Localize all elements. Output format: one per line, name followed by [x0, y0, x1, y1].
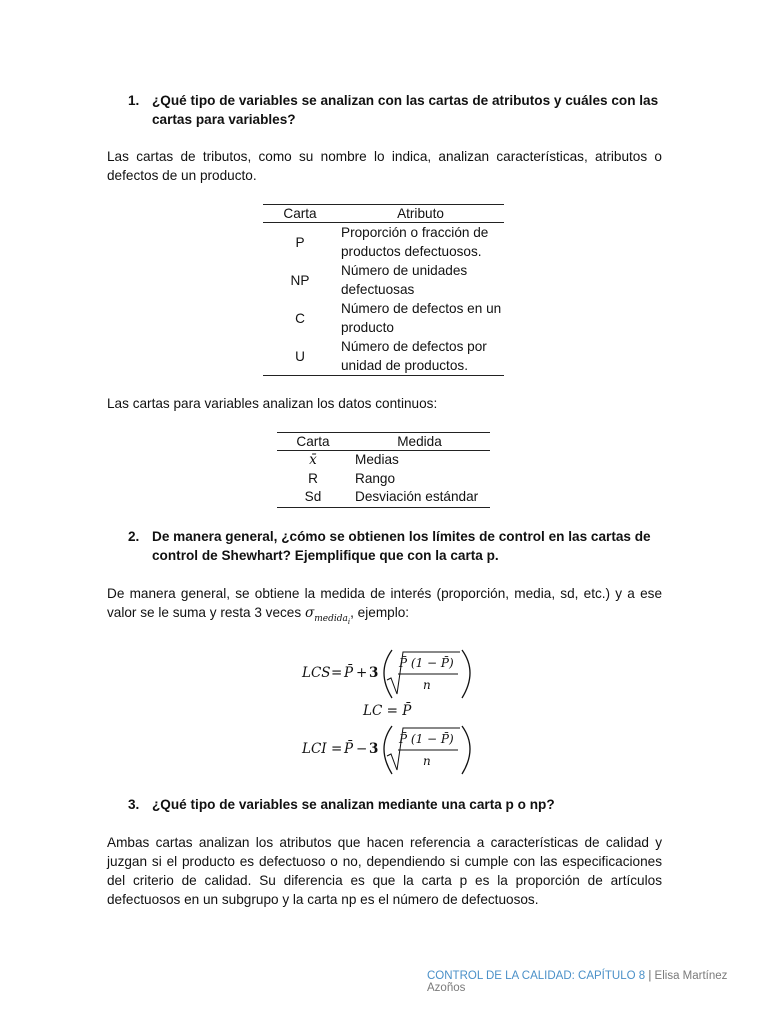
lcs-equals: =	[331, 665, 343, 681]
table-row	[277, 470, 490, 489]
answer-1-paragraph: Las cartas de tributos, como su nombre lo indica, analizan características, atributos o defectos de un producto.	[107, 149, 662, 183]
question-1-text: ¿Qué tipo de variables se analizan con las cartas de atributos y cuáles con las cartas para variables?	[152, 93, 659, 127]
lcs-numerator: P̄ (1 − P̄)	[399, 656, 454, 670]
attributes-header-atributo: Atributo	[337, 205, 504, 223]
table-row	[277, 488, 490, 507]
table-row	[263, 299, 504, 337]
variables-intro-paragraph: Las cartas para variables analizan los datos continuos:	[107, 396, 438, 411]
lcs-pbar: P̄	[344, 665, 354, 681]
variables-header-medida: Medida	[349, 433, 490, 451]
table-row	[263, 337, 504, 376]
variables-table-header	[277, 433, 490, 451]
footer-separator: |	[648, 970, 652, 982]
lci-label: LCI	[302, 741, 327, 757]
answer-2-text-before: De manera general, se obtiene la medida de interés (proporción, media, sd, etc.) y a ese valor se le suma y resta 3 veces	[107, 586, 662, 620]
lci-minus: −	[356, 741, 368, 757]
table-cell-code: NP	[290, 272, 310, 288]
attributes-table-header	[263, 205, 504, 223]
table-cell-code: P	[295, 234, 305, 250]
lcs-denominator: n	[423, 678, 431, 692]
table-cell-desc: Número de unidades defectuosas	[341, 263, 468, 297]
lci-pbar: P̄	[344, 741, 354, 757]
table-row	[263, 261, 504, 299]
footer-author: Elisa Martínez Azoños	[427, 970, 728, 994]
lcs-plus: +	[356, 665, 368, 681]
question-3-text: ¿Qué tipo de variables se analizan mediante una carta p o np?	[152, 797, 555, 812]
question-2	[128, 527, 664, 565]
answer-2-text-after: , ejemplo:	[350, 605, 410, 620]
lci-denominator: n	[423, 754, 431, 768]
table-cell-desc: Desviación estándar	[355, 489, 479, 504]
table-cell-desc: Proporción o fracción de productos defectuosos.	[341, 225, 489, 259]
question-1	[128, 91, 664, 129]
lcs-left-paren	[384, 650, 392, 698]
lcs-three: 3	[369, 665, 379, 681]
sigma-symbol: σ	[304, 605, 315, 621]
answer-2-paragraph	[107, 584, 662, 632]
formulas-svg	[0, 640, 768, 780]
footer-chapter: CONTROL DE LA CALIDAD: CAPÍTULO 8	[427, 970, 646, 982]
table-cell-code: Sd	[304, 489, 322, 504]
table-row	[263, 223, 504, 262]
table-cell-code: x̄	[309, 452, 317, 468]
variables-header-carta: Carta	[277, 433, 349, 451]
table-cell-code: U	[295, 348, 305, 364]
table-cell-code: R	[308, 470, 318, 486]
lcs-label: LCS	[302, 665, 331, 681]
lci-three: 3	[369, 741, 379, 757]
lci-numerator: P̄ (1 − P̄)	[399, 732, 454, 746]
attributes-header-carta: Carta	[263, 205, 337, 223]
question-2-text: De manera general, ¿cómo se obtienen los límites de control en las cartas de control de Shewhart? Ejemplifique que con la carta p.	[152, 529, 651, 563]
question-3-number: 3.	[128, 797, 140, 812]
variables-table	[277, 432, 490, 508]
table-cell-code: C	[295, 310, 305, 326]
question-3	[128, 795, 664, 814]
lci-equals: =	[331, 741, 343, 757]
control-limit-formulas	[0, 640, 768, 780]
lc-formula: LC = P̄	[363, 703, 412, 719]
page-footer	[427, 970, 768, 994]
sigma-subscript: medida	[314, 613, 348, 624]
question-2-number: 2.	[128, 529, 140, 544]
answer-3-paragraph: Ambas cartas analizan los atributos que hacen referencia a características de calidad y juzgan si el producto es defectuoso o no, dependiendo si cumple con las especificaciones del criterio de calidad. Su diferencia es que la carta p es la proporción de artículos defectuosos en un subgrupo y la carta np es el número de defectuosos.	[107, 835, 662, 907]
lci-left-paren	[384, 726, 392, 774]
lci-right-paren	[462, 726, 470, 774]
table-row	[277, 451, 490, 470]
question-1-number: 1.	[128, 93, 140, 108]
lcs-right-paren	[462, 650, 470, 698]
table-cell-desc: Número de defectos por unidad de productos.	[341, 339, 487, 373]
table-cell-desc: Número de defectos en un producto	[341, 301, 502, 335]
table-cell-desc: Rango	[355, 470, 396, 486]
table-cell-desc: Medias	[355, 452, 399, 467]
sigma-subsubscript: i	[347, 617, 351, 626]
attributes-table	[263, 204, 504, 376]
